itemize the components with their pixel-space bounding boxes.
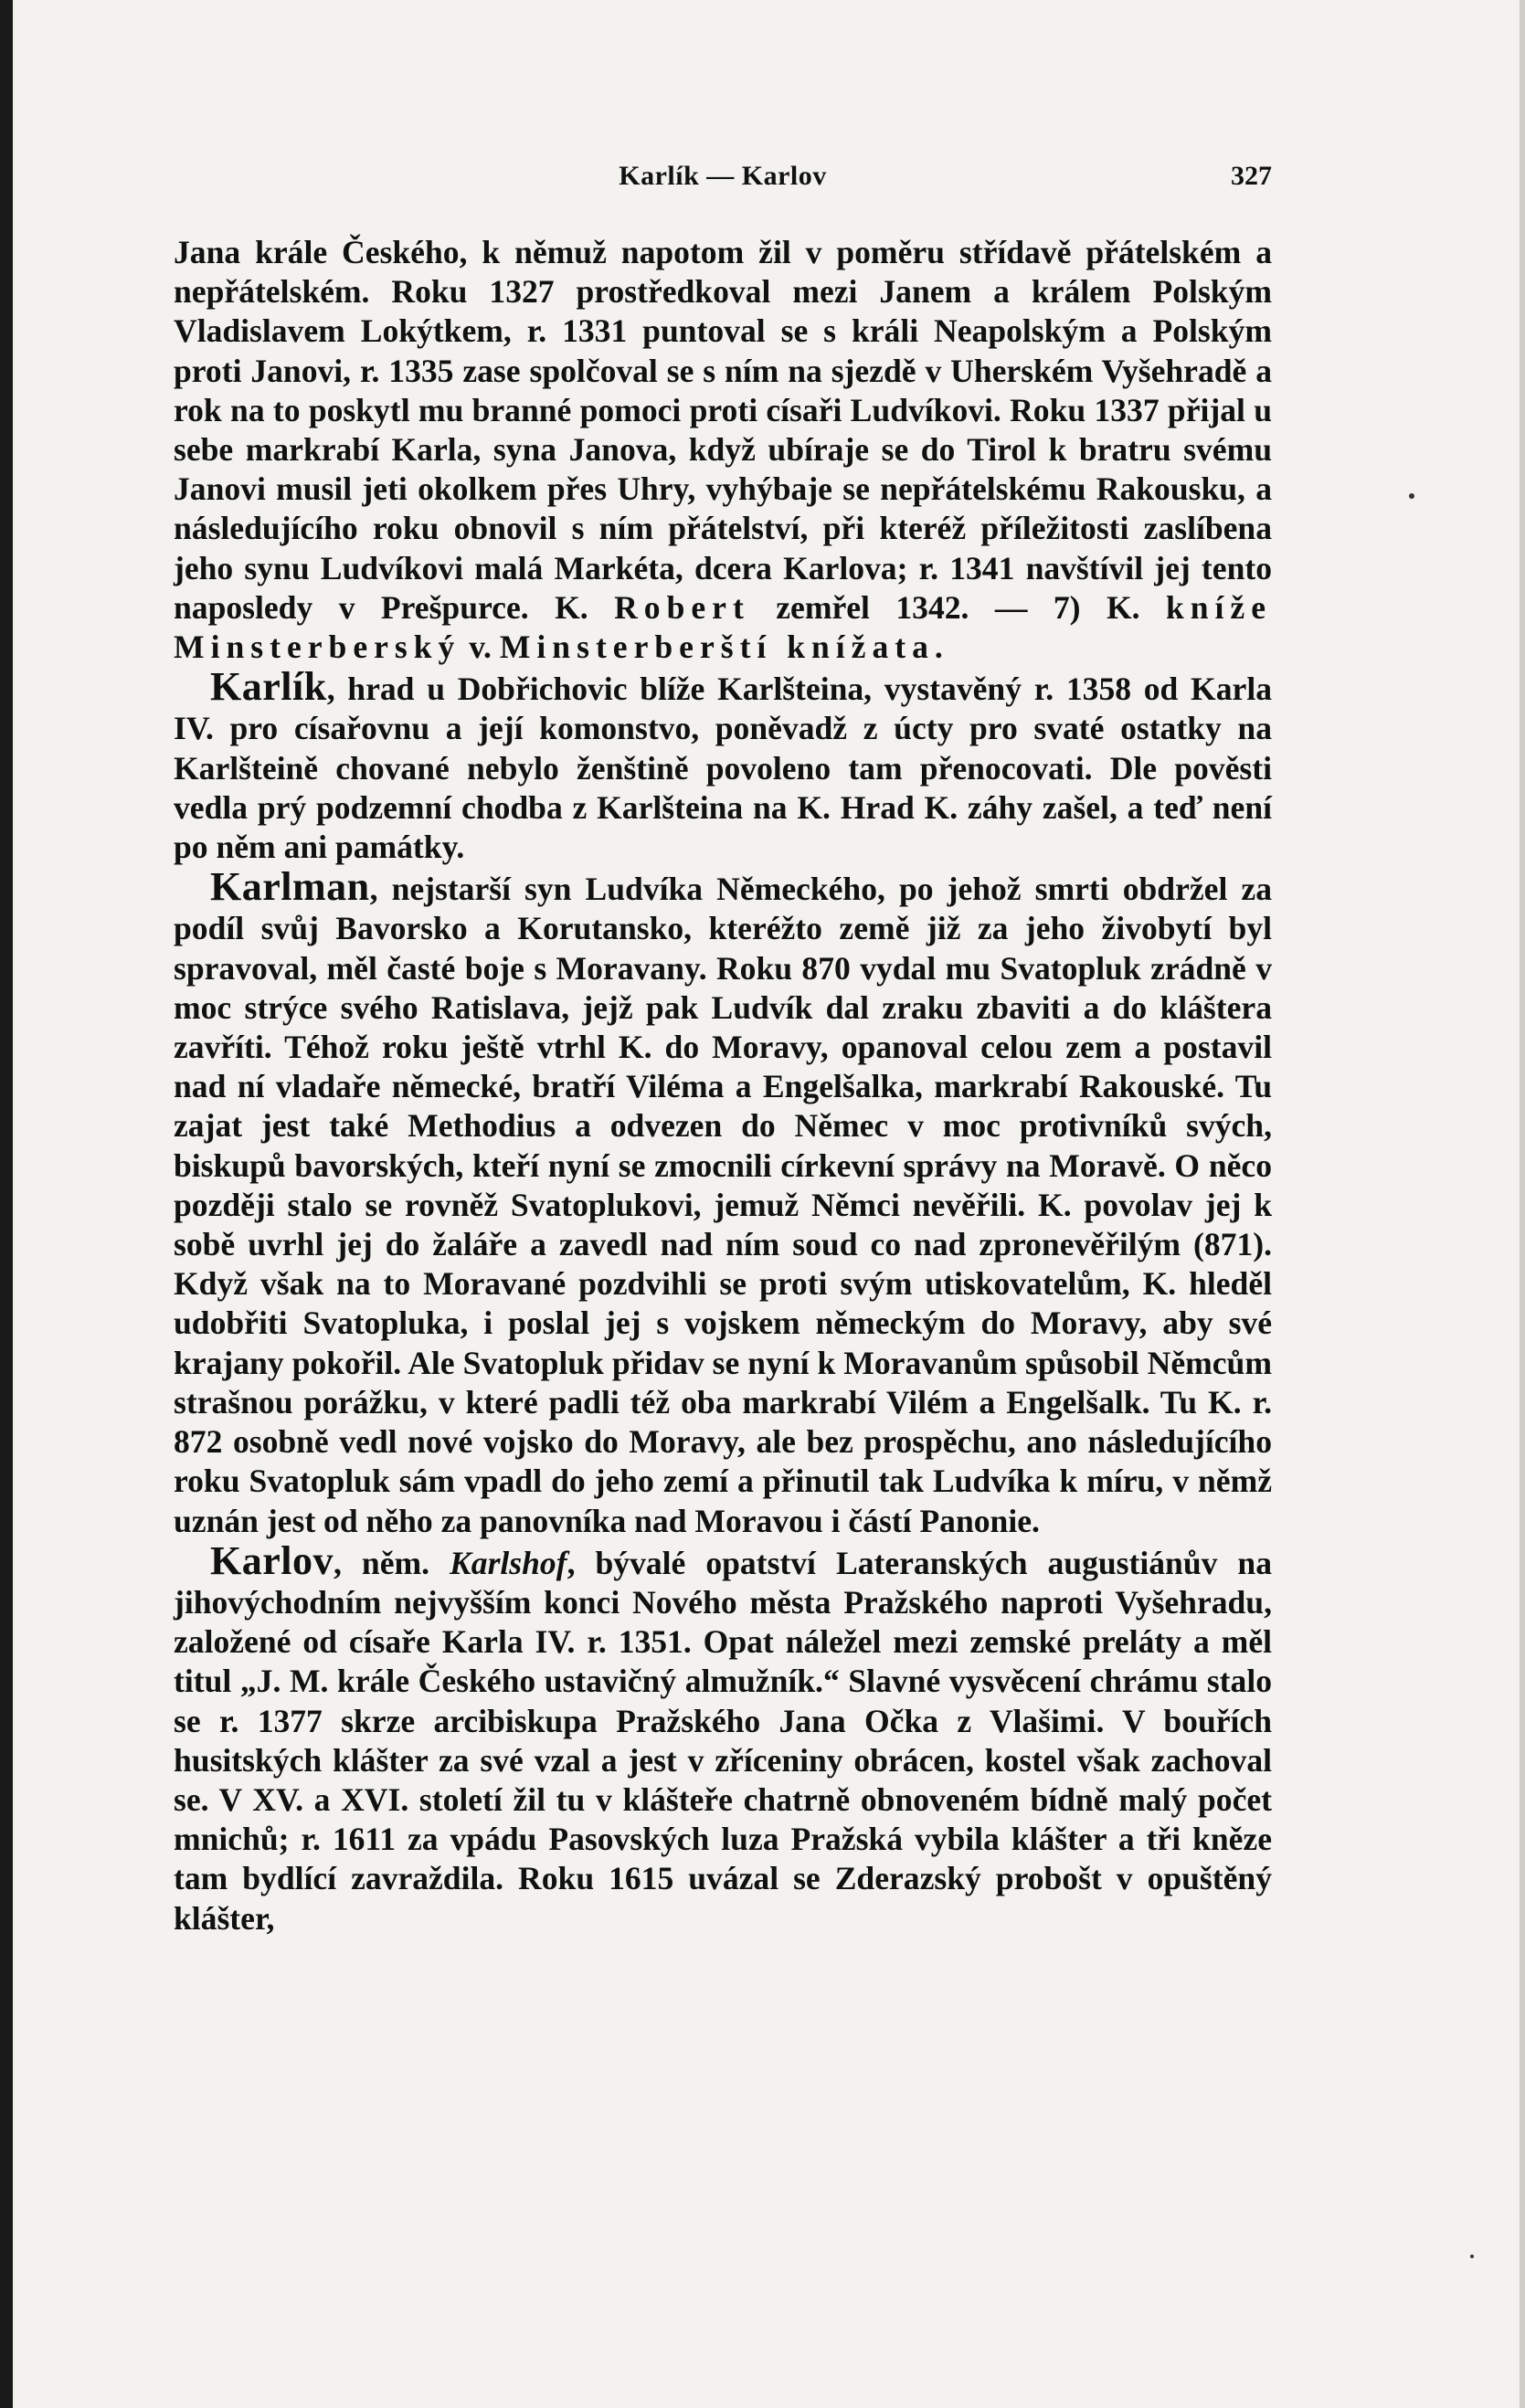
running-title: Karlík — Karlov: [619, 161, 827, 191]
headword-karlik: Karlík: [210, 664, 327, 710]
scan-right-edge: [1520, 0, 1525, 2408]
page-header: [174, 161, 1272, 197]
headword-karlman: Karlman: [210, 864, 370, 910]
entry-karlov: Karlov, něm. Karlshof, bývalé opatství Lateranských augustiánův na jihovýchodním nejvyšším konci Nového města Pražského naproti Vyšehradu, založené od císaře Karla IV. r. 1351. Opat náležel mezi zemské preláty a měl titul „J. M. krále Českého ustavičný almužník.“ Slavné vysvěcení chrámu stalo se r. 1377 skrze arcibiskupa Pražského Jana Očka z Vlašimi. V bouřích husitských klášter za své vzal a jest v zříceniny obrácen, kostel však zachoval se. V XV. a XVI. století žil tu v klášteře chatrně obnoveném bídně malý počet mnichů; r. 1611 za vpádu Pasovských luza Pražská vybila klášter a tři kněze tam bydlící zavraždila. Roku 1615 uvázal se Zderazský probošt v opuštěný klášter,: [174, 1537, 1272, 1937]
entry-karlik: Karlík, hrad u Dobřichovic blíže Karlšteina, vystavěný r. 1358 od Karla IV. pro císařovnu a její komonstvo, poněvadž z úcty pro svaté ostatky na Karlšteině chované nebylo ženštině povoleno tam přenocovati. Dle pověsti vedla prý podzemní chodba z Karlšteina na K. Hrad K. záhy zašel, a teď není po něm ani památky.: [174, 664, 1272, 866]
page-number: 327: [1231, 161, 1272, 191]
body-text: [174, 233, 1272, 1938]
headword-karlov: Karlov: [210, 1537, 334, 1583]
book-page: [13, 0, 1520, 2408]
print-speck: [1470, 2255, 1474, 2258]
scan-binding-edge: [0, 0, 13, 2408]
entry-continuation: Jana krále Českého, k němuž napotom žil v poměru střídavě přátelském a nepřátelském. Roku 1327 prostředkoval mezi Janem a králem Polským Vladislavem Lokýtkem, r. 1331 puntoval se s králi Neapolským a Polským proti Janovi, r. 1335 zase spolčoval se s ním na sjezdě v Uherském Vyšehradě a rok na to poskytl mu branné pomoci proti císaři Ludvíkovi. Roku 1337 přijal u sebe markrabí Karla, syna Janova, když ubíraje se do Tirol k bratru svému Janovi musil jeti okolkem přes Uhry, vyhýbaje se nepřátelskému Rakousku, a následujícího roku obnovil s ním přátelství, při kteréž příležitosti zaslíbena jeho synu Ludvíkovi malá Markéta, dcera Karlova; r. 1341 navštívil jej tento naposledy v Prešpurce. K. Robert zemřel 1342. — 7) K. kníže Minsterberský v. Minsterberští knížata.: [174, 234, 1273, 666]
print-speck: [1409, 493, 1414, 499]
entry-karlman: Karlman, nejstarší syn Ludvíka Německého, po jehož smrti obdržel za podíl svůj Bavorsko a Korutansko, kteréžto země již za jeho živobytí byl spravoval, měl časté boje s Moravany. Roku 870 vydal mu Svatopluk zrádně v moc strýce svého Ratislava, jejž pak Ludvík dal zraku zbaviti a do kláštera zavříti. Téhož roku ještě vtrhl K. do Moravy, opanoval celou zem a postavil nad ní vladaře německé, bratří Viléma a Engelšalka, markrabí Rakouské. Tu zajat jest také Methodius a odvezen do Němec v moc protivníků svých, biskupů bavorských, kteří nyní se zmocnili církevní správy na Moravě. O něco později stalo se rovněž Svatoplukovi, jemuž Němci nevěřili. K. povolav jej k sobě uvrhl jej do žaláře a zavedl nad ním soud co nad zpronevěřilým (871). Když však na to Moravané pozdvihli se proti svým utiskovatelům, K. hleděl udobřiti Svatopluka, i poslal jej s vojskem německým do Moravy, aby své krajany pokořil. Ale Svatopluk přidav se nyní k Moravanům spůsobil Němcům strašnou porážku, v které padli též oba markrabí Vilém a Engelšalk. Tu K. r. 872 osobně vedl nové vojsko do Moravy, ale bez prospěchu, ano následujícího roku Svatopluk sám vpadl do jeho zemí a přinutil tak Ludvíka k míru, v němž uznán jest od něho za panovníka nad Moravou i částí Panonie.: [174, 864, 1272, 1539]
